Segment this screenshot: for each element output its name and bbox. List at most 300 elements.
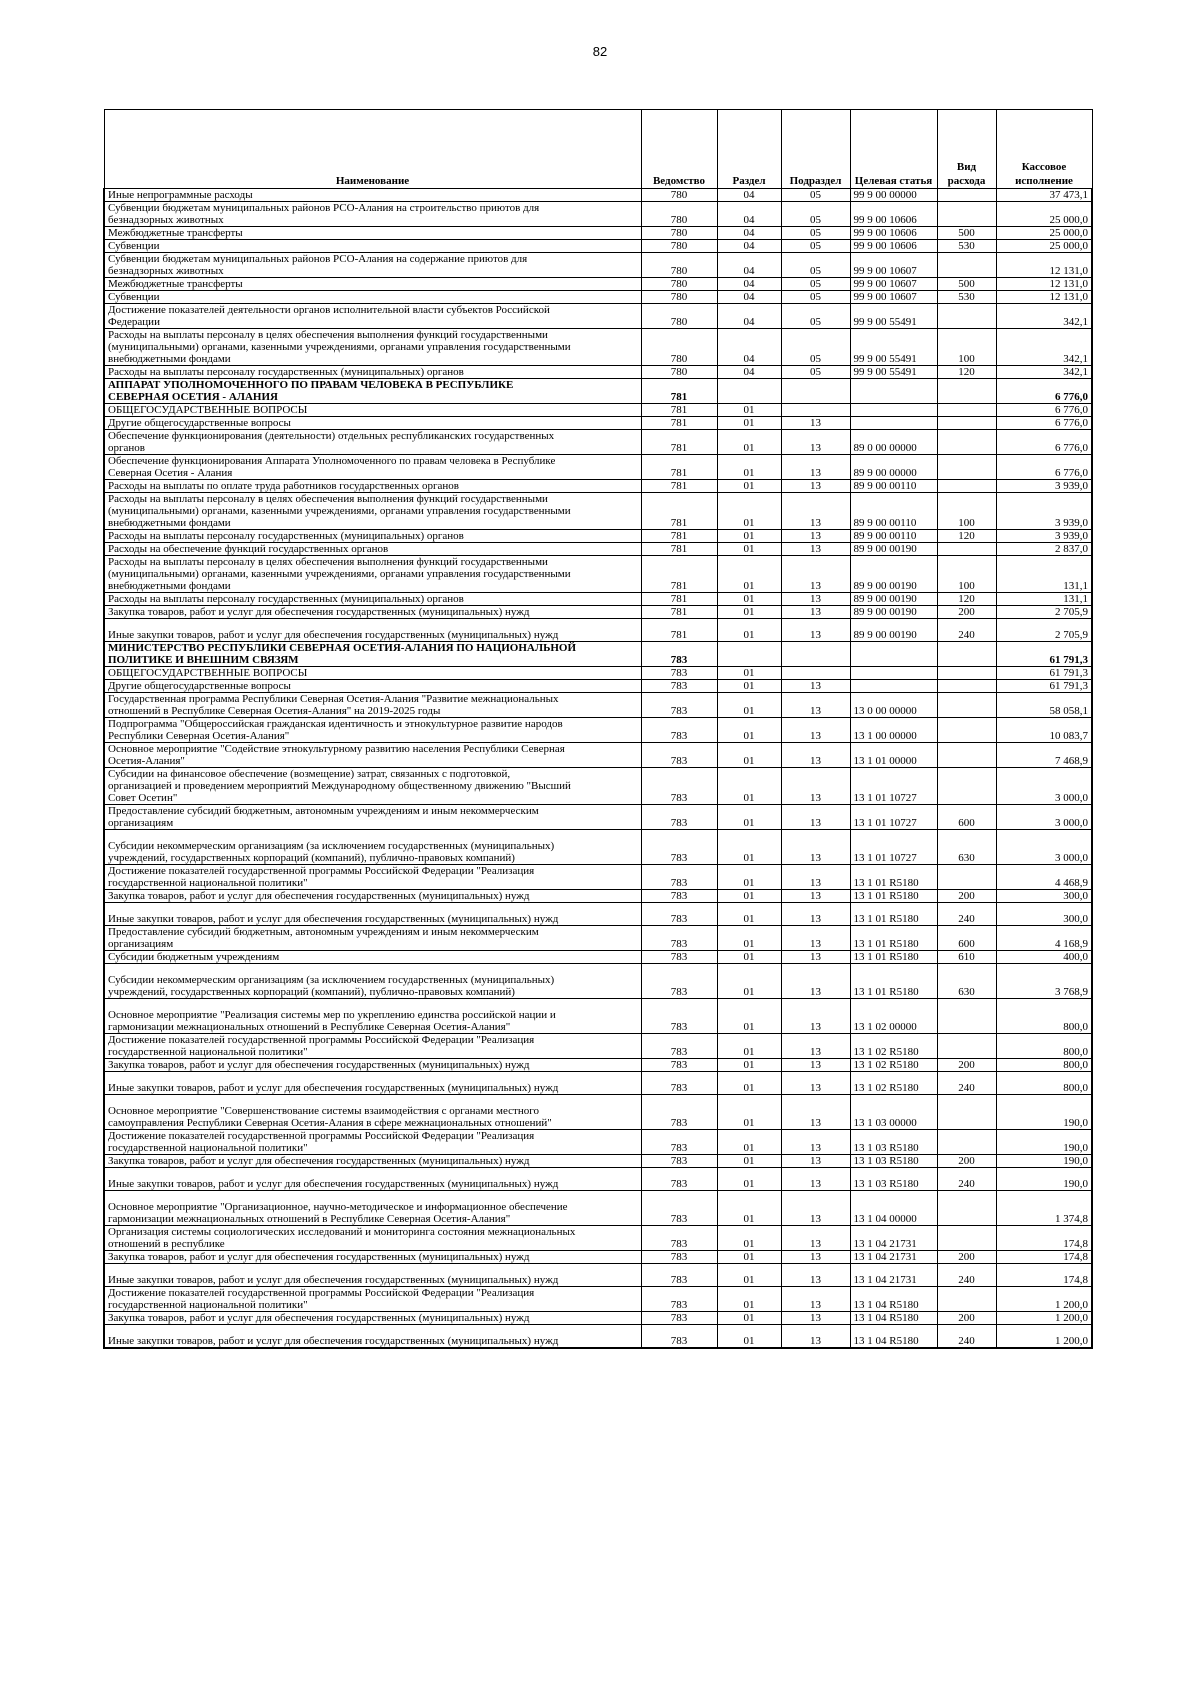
row-name-cell: Субвенции <box>104 240 641 253</box>
row-cash-execution-cell: 300,0 <box>996 903 1092 926</box>
row-target-article-cell: 13 1 01 10727 <box>850 830 937 865</box>
table-row <box>104 964 1092 999</box>
row-name-cell: Закупка товаров, работ и услуг для обеспечения государственных (муниципальных) нужд <box>104 1251 641 1264</box>
row-name-cell: Расходы на выплаты по оплате труда работников государственных органов <box>104 480 641 493</box>
row-name-cell: Закупка товаров, работ и услуг для обеспечения государственных (муниципальных) нужд <box>104 1312 641 1325</box>
header-target-article: Целевая статья <box>850 110 937 189</box>
row-target-article-cell: 13 1 04 21731 <box>850 1264 937 1287</box>
table-row <box>104 1155 1092 1168</box>
row-target-article-cell: 13 1 04 21731 <box>850 1226 937 1251</box>
table-row <box>104 1287 1092 1312</box>
table-row <box>104 304 1092 329</box>
row-department-cell: 780 <box>641 227 717 240</box>
row-target-article-cell <box>850 642 937 667</box>
table-row <box>104 240 1092 253</box>
row-name-text: Иные закупки товаров, работ и услуг для обеспечения государственных (муниципальных) нужд <box>108 1274 559 1286</box>
row-name-cell: Достижение показателей государственной программы Российской Федерации "Реализация государственной национальной политики" <box>104 865 641 890</box>
table-row <box>104 1226 1092 1251</box>
row-subsection-cell: 13 <box>781 926 850 951</box>
row-cash-execution-cell: 3 000,0 <box>996 768 1092 805</box>
row-cash-execution-cell: 190,0 <box>996 1095 1092 1130</box>
table-row <box>104 768 1092 805</box>
row-cash-execution-cell: 342,1 <box>996 329 1092 366</box>
row-name-cell: Закупка товаров, работ и услуг для обеспечения государственных (муниципальных) нужд <box>104 1155 641 1168</box>
row-subsection-cell: 13 <box>781 493 850 530</box>
row-department-cell: 783 <box>641 1168 717 1191</box>
row-target-article-cell: 13 1 04 R5180 <box>850 1287 937 1312</box>
row-target-article-cell: 13 1 01 R5180 <box>850 926 937 951</box>
row-target-article-cell: 89 9 00 00110 <box>850 480 937 493</box>
table-row <box>104 291 1092 304</box>
row-name-cell: Достижение показателей государственной программы Российской Федерации "Реализация государственной национальной политики" <box>104 1287 641 1312</box>
row-department-cell: 783 <box>641 768 717 805</box>
row-subsection-cell: 13 <box>781 903 850 926</box>
row-section-cell: 01 <box>717 964 781 999</box>
row-subsection-cell: 13 <box>781 480 850 493</box>
row-name-cell <box>104 1168 641 1191</box>
row-target-article-cell: 13 1 03 00000 <box>850 1095 937 1130</box>
row-expense-type-cell: 610 <box>937 951 996 964</box>
row-department-cell: 780 <box>641 366 717 379</box>
row-cash-execution-cell: 6 776,0 <box>996 404 1092 417</box>
row-subsection-cell: 13 <box>781 1287 850 1312</box>
row-expense-type-cell: 600 <box>937 926 996 951</box>
row-name-cell: Расходы на выплаты персоналу государственных (муниципальных) органов <box>104 366 641 379</box>
row-department-cell: 783 <box>641 743 717 768</box>
row-target-article-cell: 13 1 02 00000 <box>850 999 937 1034</box>
row-section-cell: 01 <box>717 417 781 430</box>
table-row <box>104 903 1092 926</box>
row-expense-type-cell <box>937 667 996 680</box>
row-subsection-cell: 13 <box>781 619 850 642</box>
row-name-cell: Обеспечение функционирования Аппарата Уполномоченного по правам человека в Республике Северная Осетия - Алания <box>104 455 641 480</box>
row-target-article-cell <box>850 417 937 430</box>
row-section-cell: 01 <box>717 606 781 619</box>
row-target-article-cell: 13 1 04 R5180 <box>850 1312 937 1325</box>
row-subsection-cell: 13 <box>781 556 850 593</box>
row-section-cell: 01 <box>717 830 781 865</box>
row-subsection-cell <box>781 667 850 680</box>
row-name-cell <box>104 1191 641 1226</box>
header-name: Наименование <box>104 110 641 189</box>
row-expense-type-cell <box>937 1191 996 1226</box>
row-target-article-cell: 13 1 01 10727 <box>850 805 937 830</box>
row-subsection-cell: 13 <box>781 718 850 743</box>
row-expense-type-cell <box>937 480 996 493</box>
row-department-cell: 781 <box>641 455 717 480</box>
row-target-article-cell <box>850 404 937 417</box>
table-row <box>104 1191 1092 1226</box>
header-subsection: Подраздел <box>781 110 850 189</box>
row-name-cell: Достижение показателей государственной программы Российской Федерации "Реализация государственной национальной политики" <box>104 1130 641 1155</box>
table-row <box>104 1168 1092 1191</box>
row-cash-execution-cell: 25 000,0 <box>996 202 1092 227</box>
row-name-cell: Достижение показателей государственной программы Российской Федерации "Реализация государственной национальной политики" <box>104 1034 641 1059</box>
row-name-cell: Межбюджетные трансферты <box>104 278 641 291</box>
row-cash-execution-cell: 1 200,0 <box>996 1287 1092 1312</box>
row-section-cell: 04 <box>717 240 781 253</box>
row-expense-type-cell: 100 <box>937 556 996 593</box>
row-department-cell: 781 <box>641 430 717 455</box>
row-department-cell: 780 <box>641 329 717 366</box>
row-section-cell: 01 <box>717 680 781 693</box>
row-target-article-cell <box>850 379 937 404</box>
row-target-article-cell <box>850 680 937 693</box>
row-name-cell: Расходы на выплаты персоналу государственных (муниципальных) органов <box>104 530 641 543</box>
table-row <box>104 743 1092 768</box>
table-row <box>104 1264 1092 1287</box>
table-row <box>104 493 1092 530</box>
row-department-cell: 783 <box>641 999 717 1034</box>
row-cash-execution-cell: 3 939,0 <box>996 480 1092 493</box>
row-department-cell: 783 <box>641 1226 717 1251</box>
row-expense-type-cell: 240 <box>937 619 996 642</box>
row-subsection-cell: 05 <box>781 366 850 379</box>
row-section-cell: 01 <box>717 1130 781 1155</box>
row-name-text: Иные закупки товаров, работ и услуг для обеспечения государственных (муниципальных) нужд <box>108 913 559 925</box>
table-row <box>104 278 1092 291</box>
table-row <box>104 543 1092 556</box>
row-cash-execution-cell: 190,0 <box>996 1168 1092 1191</box>
row-name-cell: Расходы на выплаты персоналу в целях обеспечения выполнения функций государственными (муниципальными) органами, казенными учреждениями, органами управления государственными внебюджетными фондами <box>104 556 641 593</box>
row-subsection-cell: 05 <box>781 329 850 366</box>
row-name-cell: Закупка товаров, работ и услуг для обеспечения государственных (муниципальных) нужд <box>104 606 641 619</box>
row-section-cell: 01 <box>717 768 781 805</box>
row-section-cell: 01 <box>717 718 781 743</box>
row-subsection-cell: 13 <box>781 1226 850 1251</box>
row-subsection-cell: 05 <box>781 202 850 227</box>
row-name-cell <box>104 1095 641 1130</box>
row-expense-type-cell <box>937 768 996 805</box>
row-department-cell: 781 <box>641 530 717 543</box>
row-expense-type-cell: 200 <box>937 606 996 619</box>
row-subsection-cell: 13 <box>781 1034 850 1059</box>
row-cash-execution-cell: 131,1 <box>996 593 1092 606</box>
row-name-cell: ОБЩЕГОСУДАРСТВЕННЫЕ ВОПРОСЫ <box>104 667 641 680</box>
row-cash-execution-cell: 131,1 <box>996 556 1092 593</box>
row-expense-type-cell: 630 <box>937 964 996 999</box>
table-row <box>104 642 1092 667</box>
row-name-text: Иные закупки товаров, работ и услуг для обеспечения государственных (муниципальных) нужд <box>108 1082 559 1094</box>
table-row <box>104 593 1092 606</box>
table-row <box>104 1072 1092 1095</box>
row-expense-type-cell <box>937 743 996 768</box>
row-cash-execution-cell: 12 131,0 <box>996 278 1092 291</box>
row-expense-type-cell <box>937 693 996 718</box>
row-cash-execution-cell: 342,1 <box>996 366 1092 379</box>
row-section-cell: 04 <box>717 189 781 202</box>
row-cash-execution-cell: 174,8 <box>996 1264 1092 1287</box>
row-target-article-cell: 89 9 00 00110 <box>850 493 937 530</box>
row-expense-type-cell: 240 <box>937 1264 996 1287</box>
row-expense-type-cell: 240 <box>937 1072 996 1095</box>
row-cash-execution-cell: 800,0 <box>996 1072 1092 1095</box>
row-expense-type-cell <box>937 1287 996 1312</box>
table-row <box>104 890 1092 903</box>
row-subsection-cell: 13 <box>781 693 850 718</box>
row-target-article-cell: 13 1 01 R5180 <box>850 865 937 890</box>
row-department-cell: 783 <box>641 1034 717 1059</box>
row-target-article-cell: 13 1 01 10727 <box>850 768 937 805</box>
row-expense-type-cell: 200 <box>937 1059 996 1072</box>
row-expense-type-cell: 100 <box>937 493 996 530</box>
row-target-article-cell: 99 9 00 10607 <box>850 291 937 304</box>
row-name-text: Субсидии некоммерческим организациям (за исключением государственных (муниципальных) учреждений, государственных корпораций (компаний), публично-правовых компаний) <box>108 974 555 998</box>
row-expense-type-cell <box>937 680 996 693</box>
row-expense-type-cell <box>937 304 996 329</box>
row-department-cell: 780 <box>641 304 717 329</box>
row-name-cell: Субвенции <box>104 291 641 304</box>
row-section-cell: 01 <box>717 543 781 556</box>
row-section-cell: 01 <box>717 556 781 593</box>
row-subsection-cell: 13 <box>781 1095 850 1130</box>
row-department-cell: 781 <box>641 556 717 593</box>
row-cash-execution-cell: 4 168,9 <box>996 926 1092 951</box>
row-subsection-cell: 13 <box>781 830 850 865</box>
row-name-cell: Государственная программа Республики Северная Осетия-Алания "Развитие межнациональных отношений в Республике Северная Осетия-Алания" на 2019-2025 годы <box>104 693 641 718</box>
row-expense-type-cell: 530 <box>937 240 996 253</box>
row-section-cell: 01 <box>717 903 781 926</box>
row-department-cell: 783 <box>641 693 717 718</box>
row-target-article-cell: 13 1 03 R5180 <box>850 1168 937 1191</box>
header-department: Ведомство <box>641 110 717 189</box>
row-name-cell: Предоставление субсидий бюджетным, автономным учреждениям и иным некоммерческим организациям <box>104 805 641 830</box>
table-row <box>104 430 1092 455</box>
row-subsection-cell <box>781 379 850 404</box>
row-name-cell <box>104 999 641 1034</box>
table-row <box>104 865 1092 890</box>
row-target-article-cell: 13 1 00 00000 <box>850 718 937 743</box>
row-expense-type-cell: 200 <box>937 1155 996 1168</box>
row-cash-execution-cell: 3 768,9 <box>996 964 1092 999</box>
row-section-cell: 01 <box>717 1191 781 1226</box>
row-cash-execution-cell: 12 131,0 <box>996 253 1092 278</box>
row-cash-execution-cell: 190,0 <box>996 1155 1092 1168</box>
row-department-cell: 783 <box>641 642 717 667</box>
row-cash-execution-cell: 190,0 <box>996 1130 1092 1155</box>
row-name-cell: Субвенции бюджетам муниципальных районов РСО-Алания на содержание приютов для безнадзорных животных <box>104 253 641 278</box>
row-subsection-cell: 13 <box>781 1168 850 1191</box>
row-cash-execution-cell: 25 000,0 <box>996 227 1092 240</box>
row-subsection-cell <box>781 404 850 417</box>
row-expense-type-cell <box>937 202 996 227</box>
row-expense-type-cell: 100 <box>937 329 996 366</box>
row-target-article-cell <box>850 667 937 680</box>
row-cash-execution-cell: 10 083,7 <box>996 718 1092 743</box>
row-section-cell: 01 <box>717 480 781 493</box>
row-name-text: Основное мероприятие "Организационное, научно-методическое и информационное обеспечение гармонизации межнациональных отношений в Республике Северная Осетия-Алания" <box>108 1201 568 1225</box>
row-expense-type-cell <box>937 253 996 278</box>
row-expense-type-cell <box>937 379 996 404</box>
row-expense-type-cell <box>937 642 996 667</box>
row-section-cell: 01 <box>717 743 781 768</box>
row-target-article-cell: 13 1 02 R5180 <box>850 1072 937 1095</box>
row-department-cell: 783 <box>641 1251 717 1264</box>
row-expense-type-cell: 500 <box>937 227 996 240</box>
row-department-cell: 780 <box>641 278 717 291</box>
row-section-cell: 01 <box>717 1034 781 1059</box>
row-subsection-cell: 13 <box>781 1264 850 1287</box>
row-department-cell: 783 <box>641 951 717 964</box>
row-target-article-cell: 13 1 01 R5180 <box>850 890 937 903</box>
row-subsection-cell: 05 <box>781 253 850 278</box>
row-cash-execution-cell: 6 776,0 <box>996 455 1092 480</box>
row-department-cell: 781 <box>641 493 717 530</box>
row-section-cell: 01 <box>717 619 781 642</box>
row-department-cell: 783 <box>641 1325 717 1349</box>
row-department-cell: 783 <box>641 1155 717 1168</box>
row-cash-execution-cell: 6 776,0 <box>996 379 1092 404</box>
row-name-text: Иные закупки товаров, работ и услуг для обеспечения государственных (муниципальных) нужд <box>108 1335 559 1347</box>
table-row <box>104 556 1092 593</box>
row-target-article-cell: 99 9 00 10606 <box>850 240 937 253</box>
row-cash-execution-cell: 400,0 <box>996 951 1092 964</box>
row-subsection-cell: 13 <box>781 1312 850 1325</box>
row-expense-type-cell: 240 <box>937 903 996 926</box>
row-cash-execution-cell: 174,8 <box>996 1251 1092 1264</box>
row-target-article-cell: 13 1 04 21731 <box>850 1251 937 1264</box>
row-name-cell: Другие общегосударственные вопросы <box>104 417 641 430</box>
row-expense-type-cell: 240 <box>937 1168 996 1191</box>
row-section-cell: 01 <box>717 693 781 718</box>
row-cash-execution-cell: 61 791,3 <box>996 642 1092 667</box>
row-section-cell: 01 <box>717 667 781 680</box>
row-target-article-cell: 89 9 00 00110 <box>850 530 937 543</box>
row-name-cell: Другие общегосударственные вопросы <box>104 680 641 693</box>
row-name-cell: Субвенции бюджетам муниципальных районов РСО-Алания на строительство приютов для безнадзорных животных <box>104 202 641 227</box>
row-subsection-cell: 13 <box>781 417 850 430</box>
row-department-cell: 783 <box>641 1191 717 1226</box>
table-row <box>104 606 1092 619</box>
row-section-cell: 01 <box>717 1072 781 1095</box>
table-body <box>104 189 1092 1349</box>
row-name-cell <box>104 1325 641 1349</box>
row-section-cell: 04 <box>717 202 781 227</box>
row-cash-execution-cell: 6 776,0 <box>996 430 1092 455</box>
row-subsection-cell: 13 <box>781 606 850 619</box>
row-name-cell: Достижение показателей деятельности органов исполнительной власти субъектов Российской Федерации <box>104 304 641 329</box>
row-expense-type-cell <box>937 430 996 455</box>
row-subsection-cell: 05 <box>781 278 850 291</box>
row-expense-type-cell: 530 <box>937 291 996 304</box>
row-target-article-cell: 99 9 00 55491 <box>850 304 937 329</box>
row-subsection-cell: 13 <box>781 530 850 543</box>
row-subsection-cell: 13 <box>781 743 850 768</box>
row-cash-execution-cell: 342,1 <box>996 304 1092 329</box>
row-cash-execution-cell: 1 200,0 <box>996 1325 1092 1349</box>
row-subsection-cell: 05 <box>781 291 850 304</box>
table-row <box>104 253 1092 278</box>
table-header <box>104 110 1092 189</box>
row-name-cell: ОБЩЕГОСУДАРСТВЕННЫЕ ВОПРОСЫ <box>104 404 641 417</box>
row-cash-execution-cell: 800,0 <box>996 1059 1092 1072</box>
row-section-cell: 01 <box>717 999 781 1034</box>
row-name-cell: МИНИСТЕРСТВО РЕСПУБЛИКИ СЕВЕРНАЯ ОСЕТИЯ-АЛАНИЯ ПО НАЦИОНАЛЬНОЙ ПОЛИТИКЕ И ВНЕШНИМ СВЯЗЯМ <box>104 642 641 667</box>
table-row <box>104 404 1092 417</box>
row-expense-type-cell <box>937 865 996 890</box>
row-name-cell: Расходы на выплаты персоналу государственных (муниципальных) органов <box>104 593 641 606</box>
row-section-cell <box>717 642 781 667</box>
row-section-cell: 01 <box>717 1325 781 1349</box>
row-subsection-cell: 13 <box>781 1155 850 1168</box>
row-cash-execution-cell: 800,0 <box>996 999 1092 1034</box>
table-row <box>104 189 1092 202</box>
row-cash-execution-cell: 1 374,8 <box>996 1191 1092 1226</box>
row-target-article-cell: 99 9 00 10607 <box>850 253 937 278</box>
row-department-cell: 781 <box>641 543 717 556</box>
row-target-article-cell: 99 9 00 10606 <box>850 227 937 240</box>
row-expense-type-cell: 120 <box>937 366 996 379</box>
row-target-article-cell: 13 1 04 00000 <box>850 1191 937 1226</box>
row-department-cell: 783 <box>641 926 717 951</box>
row-expense-type-cell <box>937 1095 996 1130</box>
row-department-cell: 780 <box>641 253 717 278</box>
row-subsection-cell: 13 <box>781 1072 850 1095</box>
row-subsection-cell: 13 <box>781 1130 850 1155</box>
row-target-article-cell: 89 9 00 00000 <box>850 455 937 480</box>
row-section-cell: 01 <box>717 890 781 903</box>
row-name-cell: Расходы на выплаты персоналу в целях обеспечения выполнения функций государственными (муниципальными) органами, казенными учреждениями, органами управления государственными внебюджетными фондами <box>104 329 641 366</box>
row-subsection-cell: 13 <box>781 1191 850 1226</box>
row-name-cell: Предоставление субсидий бюджетным, автономным учреждениям и иным некоммерческим организациям <box>104 926 641 951</box>
row-section-cell: 01 <box>717 1287 781 1312</box>
row-department-cell: 783 <box>641 1072 717 1095</box>
row-expense-type-cell: 600 <box>937 805 996 830</box>
table-row <box>104 379 1092 404</box>
row-department-cell: 783 <box>641 964 717 999</box>
row-expense-type-cell <box>937 1130 996 1155</box>
row-department-cell: 783 <box>641 830 717 865</box>
row-section-cell: 04 <box>717 366 781 379</box>
row-name-cell: Расходы на обеспечение функций государственных органов <box>104 543 641 556</box>
row-subsection-cell: 13 <box>781 890 850 903</box>
row-section-cell: 01 <box>717 865 781 890</box>
table-row <box>104 1325 1092 1349</box>
row-expense-type-cell <box>937 417 996 430</box>
row-cash-execution-cell: 61 791,3 <box>996 680 1092 693</box>
row-section-cell: 01 <box>717 951 781 964</box>
row-cash-execution-cell: 37 473,1 <box>996 189 1092 202</box>
row-target-article-cell: 89 9 00 00190 <box>850 543 937 556</box>
table-row <box>104 1034 1092 1059</box>
row-expense-type-cell <box>937 1226 996 1251</box>
row-cash-execution-cell: 6 776,0 <box>996 417 1092 430</box>
table-row <box>104 1059 1092 1072</box>
row-subsection-cell: 13 <box>781 1325 850 1349</box>
row-name-cell: Межбюджетные трансферты <box>104 227 641 240</box>
row-cash-execution-cell: 61 791,3 <box>996 667 1092 680</box>
row-cash-execution-cell: 3 939,0 <box>996 530 1092 543</box>
header-expense-type: Вид расхода <box>937 110 996 189</box>
row-subsection-cell: 13 <box>781 1251 850 1264</box>
row-department-cell: 781 <box>641 593 717 606</box>
row-section-cell: 04 <box>717 227 781 240</box>
row-expense-type-cell <box>937 718 996 743</box>
row-name-text: Основное мероприятие "Реализация системы мер по укреплению единства российской нации и гармонизации межнациональных отношений в Республике Северная Осетия-Алания" <box>108 1009 556 1033</box>
row-section-cell: 01 <box>717 1226 781 1251</box>
table-row <box>104 1095 1092 1130</box>
table-row <box>104 830 1092 865</box>
row-name-cell <box>104 830 641 865</box>
row-name-cell: Иные непрограммные расходы <box>104 189 641 202</box>
row-name-cell <box>104 1072 641 1095</box>
row-subsection-cell: 13 <box>781 430 850 455</box>
row-cash-execution-cell: 800,0 <box>996 1034 1092 1059</box>
header-section: Раздел <box>717 110 781 189</box>
row-target-article-cell: 13 1 02 R5180 <box>850 1059 937 1072</box>
row-department-cell: 783 <box>641 1059 717 1072</box>
row-department-cell: 783 <box>641 1130 717 1155</box>
